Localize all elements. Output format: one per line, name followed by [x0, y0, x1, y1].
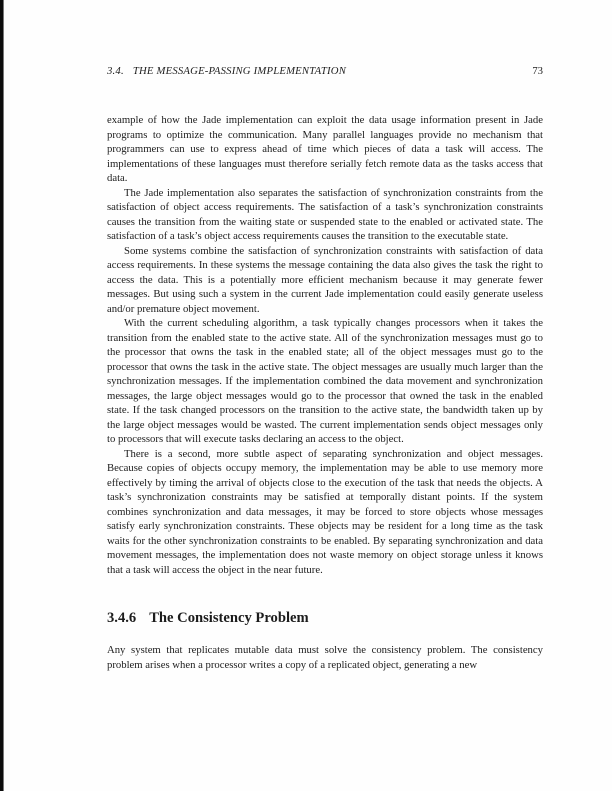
- paragraph-4: With the current scheduling algorithm, a task typically changes processors when it takes the transition from the enabled state to the active state. All of the synchronization messages must go to the processor that owns the task in the enabled state; all of the object messages must go to the processor that owns the task in the active state. The object messages are usually much larger than the synchronization messages. If the implementation combined the data movement and synchronization messages, the large object messages would go to the processor that owned the task in the enabled state. If the task changed processors on the transition to the active state, the bandwidth taken up by the large object messages would be wasted. The current implementation sends object messages only to processors that will execute tasks declaring an access to the object.: [107, 317, 543, 445]
- page-content: [107, 64, 543, 672]
- page-number: 73: [532, 65, 543, 77]
- paragraph-2: The Jade implementation also separates the satisfaction of synchronization constraints from the satisfaction of object access requirements. The satisfaction of a task’s synchronization constraints causes the transition from the waiting state or suspended state to the enabled or activated state. The satisfaction of a task’s object access requirements causes the transition to the executable state.: [107, 186, 543, 242]
- body-text: [107, 113, 543, 672]
- subsection-title: The Consistency Problem: [149, 610, 309, 626]
- paragraph-1: example of how the Jade implementation can exploit the data usage information present in Jade programs to optimize the communication. Many parallel languages provide no mechanism that programmers can use to express ahead of time which pieces of data a task will access. The implementations of these languages must therefore serially fetch remote data as the tasks access that data.: [107, 114, 543, 184]
- running-header-title: [107, 64, 346, 78]
- subsection-number: 3.4.6: [107, 610, 137, 626]
- scan-binding-artifact: [0, 0, 3, 791]
- paragraph-3: Some systems combine the satisfaction of synchronization constraints with satisfaction of data access requirements. In these systems the message containing the data also gives the task the right to access the data. This is a potentially more efficient mechanism because it may generate fewer messages. But using such a system in the current Jade implementation could easily generate useless and/or premature object movement.: [107, 244, 543, 315]
- running-header-section-number: 3.4.: [107, 65, 124, 77]
- paragraph-5: There is a second, more subtle aspect of separating synchronization and object messages. Because copies of objects occupy memory, the implementation may be able to use memory more effectively by timing the arrival of objects close to the execution of the task that needs the objects. A task’s synchronization constraints may be satisfied at temporally distant points. If the system combines synchronization and data messages, it may be forced to store objects whose messages satisfy early synchronization constraints. These objects may be resident for a long time as the task waits for the other synchronization constraints to be enabled. By separating synchronization and data movement messages, the implementation does not waste memory on object storage unless it knows that a task will access the object in the near future.: [107, 447, 543, 576]
- paragraph-6: Any system that replicates mutable data must solve the consistency problem. The consistency problem arises when a processor writes a copy of a replicated object, generating a new: [107, 644, 543, 671]
- running-header: [107, 64, 543, 78]
- subsection-heading: [107, 610, 543, 627]
- running-header-section-title: THE MESSAGE-PASSING IMPLEMENTATION: [132, 65, 347, 77]
